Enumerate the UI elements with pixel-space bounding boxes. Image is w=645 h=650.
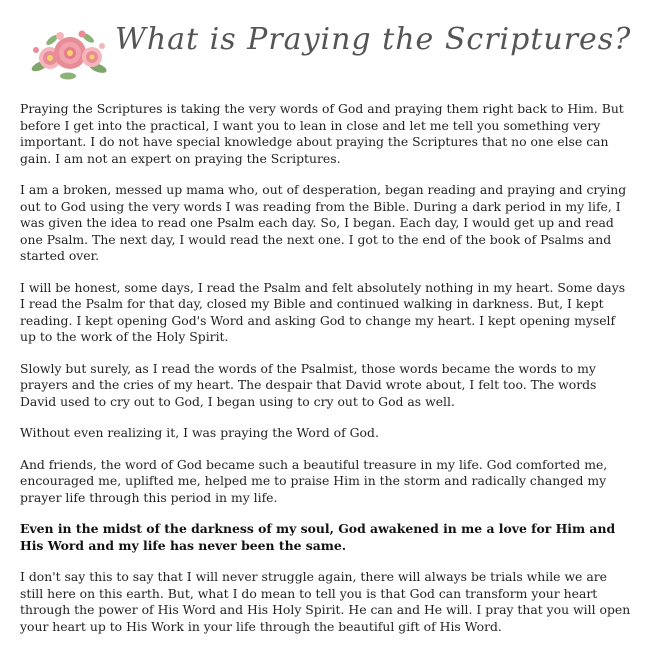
paragraph: Praying the Scriptures is taking the very words of God and praying them right back to Him. But before I get into the practical, I want you to lean in close and let me tell you something very important. I do not have special knowledge about praying the Scriptures that no one else can gain. I am not an expert on praying the Scriptures. <box>20 101 624 166</box>
paragraph: Without even realizing it, I was praying the Word of God. <box>20 425 379 440</box>
flower-cluster-icon <box>30 26 108 80</box>
page-title: What is Praying the Scriptures? <box>115 22 632 57</box>
paragraph: I will be honest, some days, I read the Psalm and felt absolutely nothing in my heart. Some days I read the Psalm for that day, closed my Bible and continued walking in darkness. But, I kept reading. I kept opening God's Word and asking God to change my heart. I kept opening myself up to the work of the Holy Spirit. <box>20 279 626 344</box>
page-header <box>0 0 645 90</box>
paragraph: I am a broken, messed up mama who, out of desperation, began reading and praying and crying out to God using the very words I was reading from the Bible. During a dark period in my life, I was given the idea to read one Psalm each day. So, I began. Each day, I would get up and read one Psalm. The next day, I would read the next one. I got to the end of the book of Psalms and started over. <box>20 182 627 263</box>
paragraph: I don't say this to say that I will never struggle again, there will always be trials while we are still here on this earth. But, what I do mean to tell you is that God can transform your heart through the power of His Word and His Holy Spirit. He can and He will. I pray that you will open your heart up to His Work in your life through the beautiful gift of His Word. <box>20 569 631 634</box>
paragraph: Slowly but surely, as I read the words of the Psalmist, those words became the words to my prayers and the cries of my heart. The despair that David wrote about, I felt too. The words David used to cry out to God, I began using to cry out to God as well. <box>20 360 597 409</box>
highlighted-paragraph: Even in the midst of the darkness of my soul, God awakened in me a love for Him and His Word and my life has never been the same. <box>20 521 616 553</box>
paragraph: And friends, the word of God became such a beautiful treasure in my life. God comforted me, encouraged me, uplifted me, helped me to praise Him in the storm and radically changed my prayer life through this period in my life. <box>20 456 608 505</box>
article-body <box>20 101 632 650</box>
